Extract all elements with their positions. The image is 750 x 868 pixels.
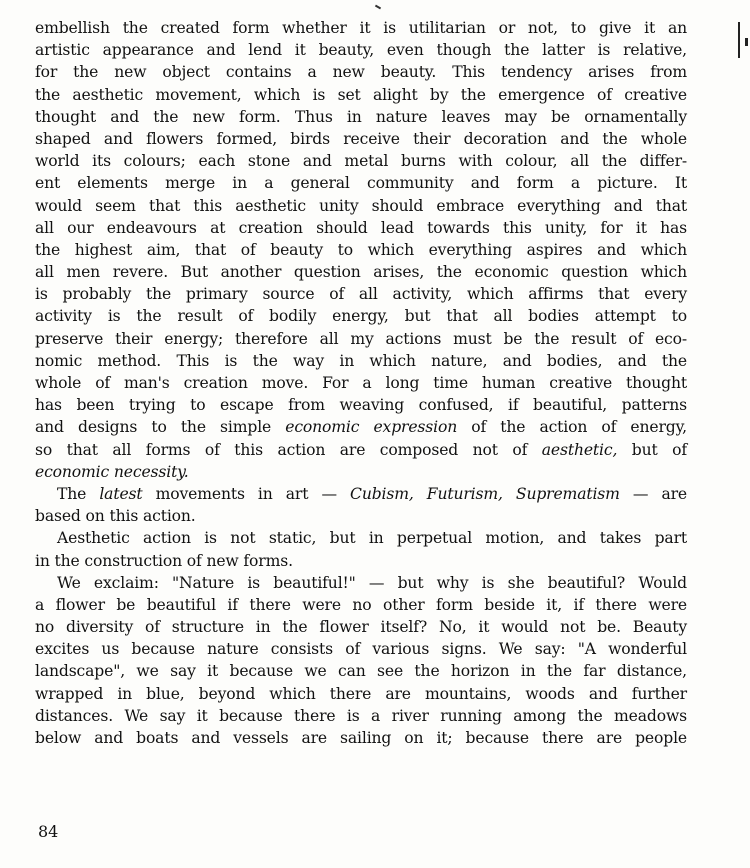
page-number: 84	[38, 822, 59, 841]
margin-mark	[738, 22, 740, 58]
text-line	[35, 483, 687, 505]
text-line: ent elements merge in a general community and form a picture. It	[35, 174, 687, 193]
text-line: in the construction of new forms.	[35, 551, 293, 570]
italic-run: economic expression	[285, 418, 458, 437]
text-line	[35, 416, 687, 438]
text-line: would seem that this aesthetic unity should embrace everything and that	[35, 196, 687, 215]
text-line: preserve their energy; therefore all my actions must be the result of eco-	[35, 329, 687, 348]
text-line: the highest aim, that of beauty to which everything aspires and which	[35, 240, 687, 259]
text-run: of the action of energy,	[457, 418, 687, 437]
text-line: distances. We say it because there is a river running among the meadows	[35, 706, 687, 725]
text-line: has been trying to escape from weaving confused, if beautiful, patterns	[35, 396, 687, 415]
text-line: shaped and flowers formed, birds receive their decoration and the whole	[35, 129, 687, 148]
text-line: embellish the created form whether it is utilitarian or not, to give it an	[35, 19, 687, 37]
text-line: below and boats and vessels are sailing on it; because there are people	[35, 729, 687, 747]
text-line: landscape", we say it because we can see the horizon in the far distance,	[35, 662, 687, 681]
italic-run: economic necessity.	[35, 462, 189, 481]
text-line: artistic appearance and lend it beauty, even though the latter is relative,	[35, 41, 687, 60]
text-run: and designs to the simple	[35, 418, 286, 437]
text-run: movements in art —	[142, 484, 351, 503]
text-line: all men revere. But another question arises, the economic question which	[35, 263, 687, 282]
text-line: no diversity of structure in the flower itself? No, it would not be. Beauty	[35, 618, 687, 637]
text-line: We exclaim: "Nature is beautiful!" — but why is she beautiful? Would	[57, 573, 687, 592]
text-line: excites us because nature consists of various signs. We say: "A wonderful	[35, 640, 687, 659]
text-run: The	[57, 484, 100, 503]
text-line: a flower be beautiful if there were no other form beside it, if there were	[35, 595, 687, 614]
ink-mark	[375, 5, 381, 10]
text-line	[35, 439, 687, 461]
text-line: whole of man's creation move. For a long time human creative thought	[35, 374, 687, 392]
italic-run: aesthetic,	[541, 440, 618, 459]
text-line: Aesthetic action is not static, but in perpetual motion, and takes part	[57, 529, 687, 548]
text-line: activity is the result of bodily energy, but that all bodies attempt to	[35, 307, 687, 326]
text-line: wrapped in blue, beyond which there are mountains, woods and further	[35, 684, 687, 703]
text-run: but of	[617, 440, 687, 459]
text-run: so that all forms of this action are composed not of	[35, 440, 542, 459]
text-line: the aesthetic movement, which is set alight by the emergence of creative	[35, 85, 687, 104]
text-line: all our endeavours at creation should lead towards this unity, for it has	[35, 218, 687, 237]
text-line: world its colours; each stone and metal burns with colour, all the differ-	[35, 152, 687, 171]
text-line	[35, 461, 687, 483]
italic-run: Cubism, Futurism, Suprematism	[350, 484, 620, 503]
text-line: for the new object contains a new beauty. This tendency arises from	[35, 63, 687, 82]
text-line: is probably the primary source of all activity, which affirms that every	[35, 285, 687, 304]
italic-run: latest	[99, 484, 143, 503]
text-line: nomic method. This is the way in which nature, and bodies, and the	[35, 351, 687, 370]
body-text	[35, 17, 687, 749]
text-line: thought and the new form. Thus in nature leaves may be ornamentally	[35, 107, 687, 126]
margin-mark	[745, 38, 748, 46]
text-run: — are	[619, 484, 688, 503]
text-line: based on this action.	[35, 507, 196, 526]
